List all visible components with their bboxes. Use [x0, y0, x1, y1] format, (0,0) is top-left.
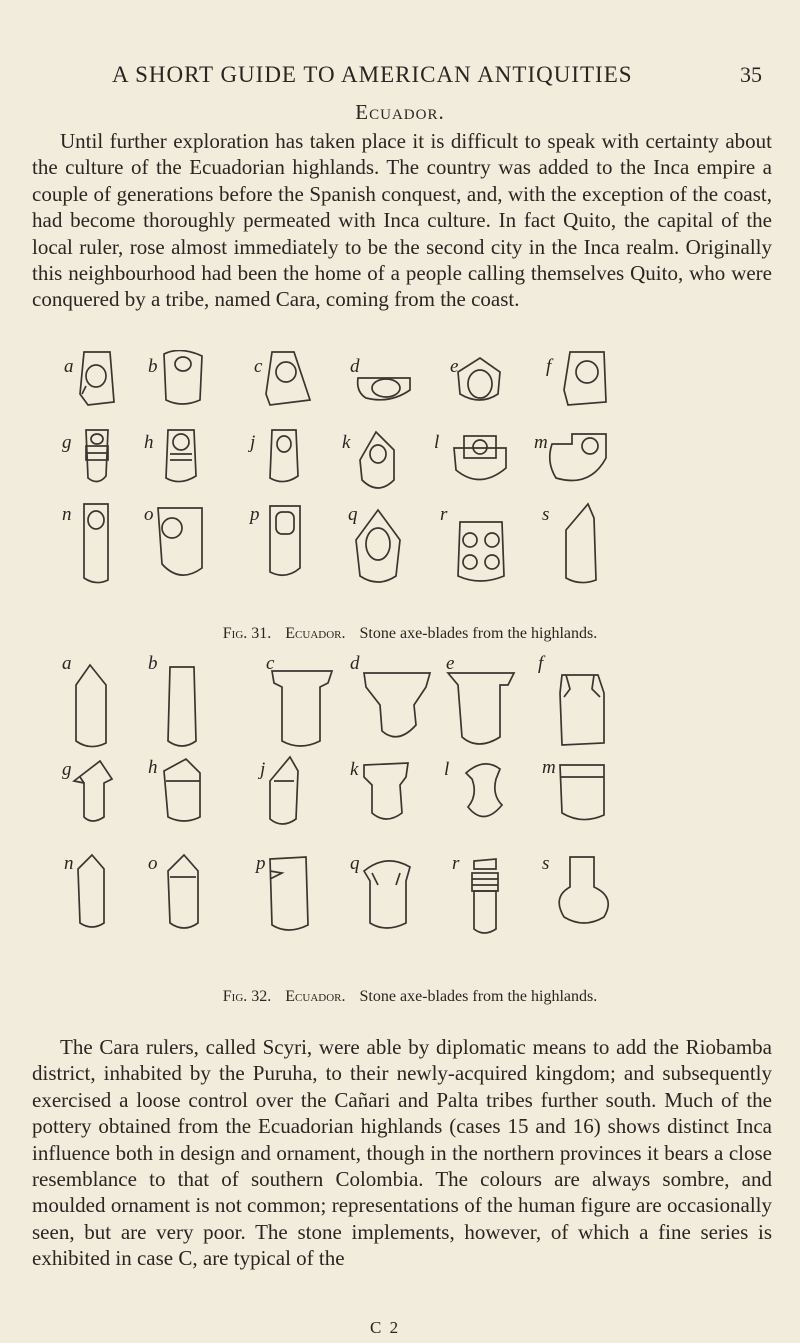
page-number: 35 [740, 62, 762, 87]
axe-blade-31o [144, 504, 202, 575]
axe-blade-31c [254, 352, 310, 405]
figure-31-number: Fig. 31. [222, 625, 272, 642]
axe-blade-32a [62, 653, 106, 747]
axe-blade-31j [247, 430, 298, 482]
axe-blade-32o [148, 853, 198, 928]
figure-32-caption [60, 988, 760, 1006]
axe-blade-31h [144, 430, 196, 482]
paragraph-intro: Until further exploration has taken place it is difficult to speak with certainty about the culture of the Ecuadorian highlands. The country was added to the Inca empire a couple of generations before the Spanish conquest, and, with the exception of the coast, had become thoroughly permeated with Inca culture. In fact Quito, the capital of the local ruler, rose almost immediately to be the second city in the Inca realm. Originally this neighbourhood had been the home of a people calling themselves Quito, who were conquered by a tribe, named Cara, coming from the coast. [32, 129, 772, 312]
label-31s: s [542, 504, 550, 525]
label-32b: b [148, 653, 158, 674]
label-32r: r [452, 853, 460, 874]
axe-blade-32n [64, 853, 104, 927]
label-32g: g [62, 759, 72, 780]
section-title: Ecuador. [355, 100, 445, 124]
axe-blade-31m [534, 432, 606, 481]
label-31c: c [254, 356, 263, 377]
label-32c: c [266, 653, 275, 674]
axe-blade-31f [546, 352, 606, 405]
paragraph-cara-rulers: The Cara rulers, called Scyri, were able by diplomatic means to add the Riobamba district, inhabited by the Puruha, to their newly-acquired kingdom; and subsequently exercised a loose control over the Cañari and Palta tribes further south. Much of the pottery obtained from the Ecuadorian highlands (cases 15 and 16) shows distinct Inca influence both in design and ornament, though in the northern provinces it bears a close resemblance to that of southern Colombia. The colours are always sombre, and moulded ornament is not common; representations of the human figure are occasionally seen, but are very poor. The stone implements, however, of which a fine series is exhibited in case C, are typical of the [32, 1035, 772, 1271]
label-31n: n [62, 504, 72, 525]
label-31k: k [342, 432, 351, 453]
axe-blade-32e [446, 653, 514, 744]
figure-32-illustration [60, 645, 760, 985]
axe-blade-31p [248, 504, 300, 575]
label-32a: a [62, 653, 72, 674]
axe-blade-31n [62, 504, 108, 583]
axe-blade-32p [254, 853, 308, 930]
axe-blade-32c [266, 653, 332, 746]
axe-blade-32k [350, 759, 408, 819]
label-32s: s [542, 853, 550, 874]
label-32f: f [538, 653, 544, 674]
label-31a: a [64, 356, 74, 377]
page-header [0, 62, 800, 92]
label-32m: m [542, 757, 556, 778]
label-31f: f [546, 356, 552, 377]
figure-31-illustration [60, 350, 760, 622]
label-32e: e [446, 653, 455, 674]
label-31h: h [144, 432, 154, 453]
figure-31-caption [60, 625, 760, 643]
figure-32-place: Ecuador. [285, 988, 346, 1005]
axe-blade-32b [148, 653, 196, 746]
label-31r: r [440, 504, 448, 525]
axe-blade-31b [148, 350, 202, 404]
label-31b: b [148, 356, 158, 377]
label-31l: l [434, 432, 440, 453]
label-32o: o [148, 853, 158, 874]
axe-blade-32q [350, 853, 410, 928]
label-32n: n [64, 853, 74, 874]
running-title: A SHORT GUIDE TO AMERICAN ANTIQUITIES [112, 62, 633, 87]
label-31j: j [250, 432, 256, 453]
label-31g: g [62, 432, 72, 453]
label-32k: k [350, 759, 359, 780]
axe-blade-31a [64, 352, 114, 405]
label-31p: p [250, 504, 260, 525]
axe-blade-32f [538, 653, 604, 745]
axe-blade-32m [542, 757, 604, 820]
axe-blade-31g [62, 430, 108, 482]
axe-blade-31l [434, 432, 506, 480]
label-32j: j [260, 759, 266, 780]
axe-blade-31e [450, 356, 500, 400]
axe-blade-32l [444, 759, 502, 817]
label-32l: l [444, 759, 450, 780]
label-31e: e [450, 356, 459, 377]
label-31q: q [348, 504, 358, 525]
label-32q: q [350, 853, 360, 874]
figure-32 [60, 645, 760, 1005]
axe-blade-31d [350, 356, 410, 400]
figure-31 [60, 350, 760, 642]
label-31d: d [350, 356, 360, 377]
label-32h: h [148, 757, 158, 778]
axe-blade-32d [350, 653, 430, 737]
axe-blade-32j [257, 757, 298, 824]
axe-blade-32s [542, 853, 608, 923]
label-31o: o [144, 504, 154, 525]
figure-31-place: Ecuador. [285, 625, 346, 642]
figure-31-caption-text: Stone axe-blades from the highlands. [359, 625, 598, 642]
axe-blade-31s [542, 504, 596, 583]
label-32d: d [350, 653, 360, 674]
label-32p: p [256, 853, 266, 874]
axe-blade-31q [348, 504, 400, 582]
figure-32-number: Fig. 32. [222, 988, 272, 1005]
figure-32-caption-text: Stone axe-blades from the highlands. [359, 988, 598, 1005]
label-31m: m [534, 432, 548, 453]
footer-signature: C 2 [370, 1318, 401, 1337]
axe-blade-31r [440, 504, 504, 581]
axe-blade-32h [148, 757, 200, 821]
axe-blade-32g [62, 759, 112, 821]
axe-blade-31k [342, 432, 394, 488]
axe-blade-32r [452, 853, 498, 933]
